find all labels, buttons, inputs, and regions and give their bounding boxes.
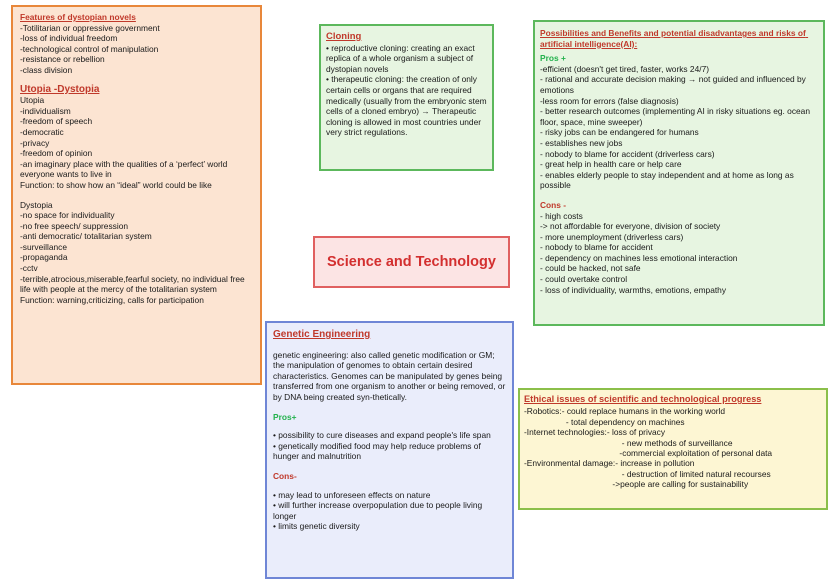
dystopia-list: Dystopia -no space for individuality -no free speech/ suppression -anti democratic/ totalitarian system -surveillance -propaganda -cctv -terrible,atrocious,miserable,fearful society, no individual free life with people at the mercy of the totalitarian system Function: warning,criticizing, calls for participation [20, 199, 245, 305]
center-title: Science and Technology [327, 253, 496, 270]
genetic-intro: genetic engineering: also called genetic modification or GM; the manipulation of genomes to obtain certain desired characteristics. Genomes can be manipulated by genes being transferred from one organism to another or being removed, or by DNA being created syn-thetically. [273, 349, 508, 402]
ai-cons-list: - high costs -> not affordable for everyone, division of society - more unemployment (driverless cars) - nobody to blame for accident - dependency on machines less emotional interaction - could be hacked, not safe - could overtake control - loss of individuality, warmths, emotions, empathy [540, 210, 738, 295]
dystopian-features-title: Features of dystopian novels [20, 12, 136, 22]
genetic-engineering-box [265, 321, 514, 579]
genetic-title: Genetic Engineering [273, 329, 371, 340]
ethical-title: Ethical issues of scientific and technological progress [524, 394, 762, 404]
ai-title: Possibilities and Benefits and potential disadvantages and risks of artificial intelligence(AI): [540, 28, 809, 49]
ai-pros-label: Pros + [540, 53, 566, 64]
genetic-cons-list: • may lead to unforeseen effects on nature • will further increase overpopulation due to people living longer • limits genetic diversity [273, 489, 483, 532]
ethical-issues-box [518, 388, 828, 510]
utopia-dystopia-title: Utopia -Dystopia [20, 83, 100, 95]
ai-pros-list: -efficient (doesn't get tired, faster, works 24/7) - rational and accurate decision making → not guided and influenced by emotions -less room for errors (false diagnosis) - better research outcomes (implementing AI in risky situations eg. ocean floor, space, mine sweeper) - risky jobs can be endangered for humans - establishes new jobs - nobody to blame for accident (driverless cars) - great help in health care or help care - enables elderly people to stay independent and at home as long as possible [540, 63, 810, 191]
ai-box [533, 20, 825, 326]
center-topic-box [313, 236, 510, 288]
ai-cons-label: Cons - [540, 199, 567, 210]
genetic-pros-label: Pros+ [273, 411, 297, 422]
dystopian-features-list: -Totilitarian or oppressive government -loss of individual freedom -technological control of manipulation -resistance or rebellion -class division [20, 22, 160, 75]
ethical-text: -Robotics:- could replace humans in the working world - total dependency on machines -Internet technologies:- loss of privacy - new methods of surveillance -commercial exploitation of personal data -Environmental damage:- increase in pollution - destruction of limited natural recourses ->people are calling for sustainability [524, 406, 773, 490]
cloning-box [319, 24, 494, 171]
cloning-title: Cloning [326, 31, 362, 42]
genetic-pros-list: • possibility to cure diseases and expand people's life span • genetically modified food may help reduce problems of hunger and malnutrition [273, 430, 491, 462]
dystopian-novels-box [11, 5, 262, 385]
cloning-text: • reproductive cloning: creating an exact replica of a whole organism a subject of dystopian novels • therapeutic cloning: the creation of only certain cells or organs that are required medically (usually from the embryonic stem cells of a cloned embryo) → Therapeutic cloning is allowed in most countries under very strict regulations. [326, 42, 487, 138]
genetic-cons-label: Cons- [273, 470, 297, 481]
utopia-list: Utopia -individualism -freedom of speech -democratic -privacy -freedom of opinion -an imaginary place with the qualities of a ‘perfect’ world everyone wants to live in Function: to show how an “ideal” world could be like [20, 95, 228, 190]
